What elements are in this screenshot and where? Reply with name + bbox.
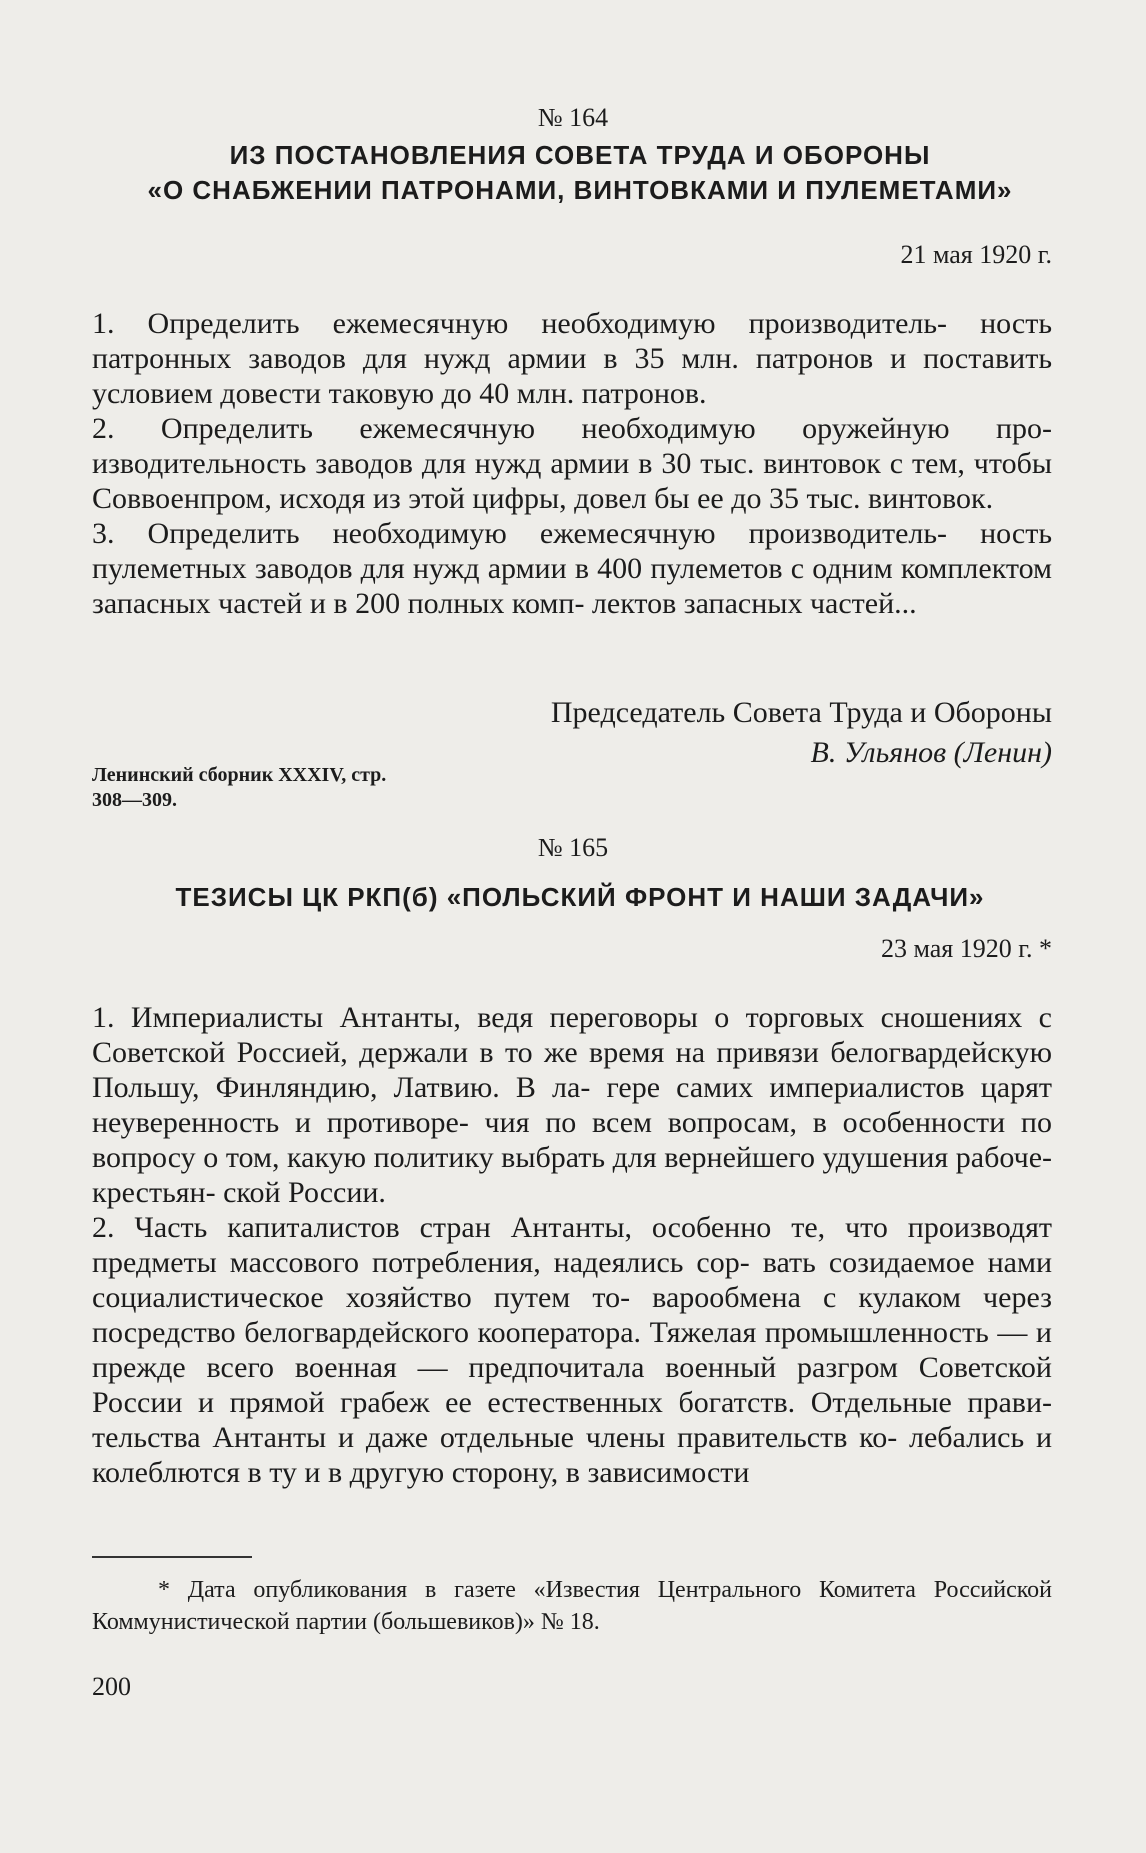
doc164-paragraph: 2. Определить ежемесячную необходимую оружейную про- изводительность заводов для нужд армии в 30 тыс. винтовок с тем, чтобы Соввоенпром, исходя из этой цифры, довел бы ее до 35 тыс. винтовок. <box>92 412 1052 515</box>
doc165-paragraph: 1. Империалисты Антанты, ведя переговоры о торговых сношениях с Советской Россией, держали в то же время на привязи белогвардейскую Польшу, Финляндию, Латвию. В ла- гере самих империалистов царят неуверенность и противоре- чия по всем вопросам, в особенности по вопросу о том, какую политику выбрать для вернейшего удушения рабоче-крестьян- ской России. <box>92 1001 1052 1209</box>
doc165-title: ТЕЗИСЫ ЦК РКП(б) «ПОЛЬСКИЙ ФРОНТ И НАШИ ЗАДАЧИ» <box>175 882 985 912</box>
page-number: 200 <box>92 1672 131 1701</box>
doc165-date: 23 мая 1920 г. * <box>880 934 1052 963</box>
doc165-number: № 165 <box>537 833 609 862</box>
footnote <box>92 1574 1052 1638</box>
doc164-date: 21 мая 1920 г. <box>900 240 1052 269</box>
doc165-body <box>92 1000 1052 1490</box>
source-line1: Ленинский сборник XXXIV, стр. <box>92 764 387 786</box>
source-line2: 308—309. <box>92 789 177 811</box>
doc164-body <box>92 306 1052 621</box>
doc164-title <box>80 138 1080 208</box>
doc164-number: № 164 <box>537 103 609 132</box>
doc164-title-line1: ИЗ ПОСТАНОВЛЕНИЯ СОВЕТА ТРУДА И ОБОРОНЫ <box>229 140 931 170</box>
signature-role: Председатель Совета Труда и Обороны <box>550 696 1052 729</box>
doc164-signature <box>551 693 1052 773</box>
doc164-paragraph: 3. Определить необходимую ежемесячную производитель- ность пулеметных заводов для нужд армии в 400 пулеметов с одним комплектом запасных частей и в 200 полных комп- лектов запасных частей... <box>92 517 1052 620</box>
footnote-rule <box>92 1556 252 1558</box>
footnote-text: * Дата опубликования в газете «Известия Центрального Комитета Российской Коммунистической партии (большевиков)» № 18. <box>92 1577 1052 1635</box>
doc164-source <box>92 763 386 813</box>
doc165-paragraph: 2. Часть капиталистов стран Антанты, особенно те, что производят предметы массового потребления, надеялись сор- вать созидаемое нами социалистическое хозяйство путем то- варообмена с кулаком через посредство белогвардейского кооператора. Тяжелая промышленность — и прежде всего военная — предпочитала военный разгром Советской России и прямой грабеж ее естественных богатств. Отдельные прави- тельства Антанты и даже отдельные члены правительств ко- лебались и колеблются в ту и в другую сторону, в зависимости <box>92 1211 1052 1489</box>
doc164-paragraph: 1. Определить ежемесячную необходимую производитель- ность патронных заводов для нужд армии в 35 млн. патронов и поставить условием довести таковую до 40 млн. патронов. <box>92 307 1052 410</box>
doc164-title-line2: «О СНАБЖЕНИИ ПАТРОНАМИ, ВИНТОВКАМИ И ПУЛЕМЕТАМИ» <box>147 175 1013 205</box>
signature-name: В. Ульянов (Ленин) <box>810 736 1052 769</box>
